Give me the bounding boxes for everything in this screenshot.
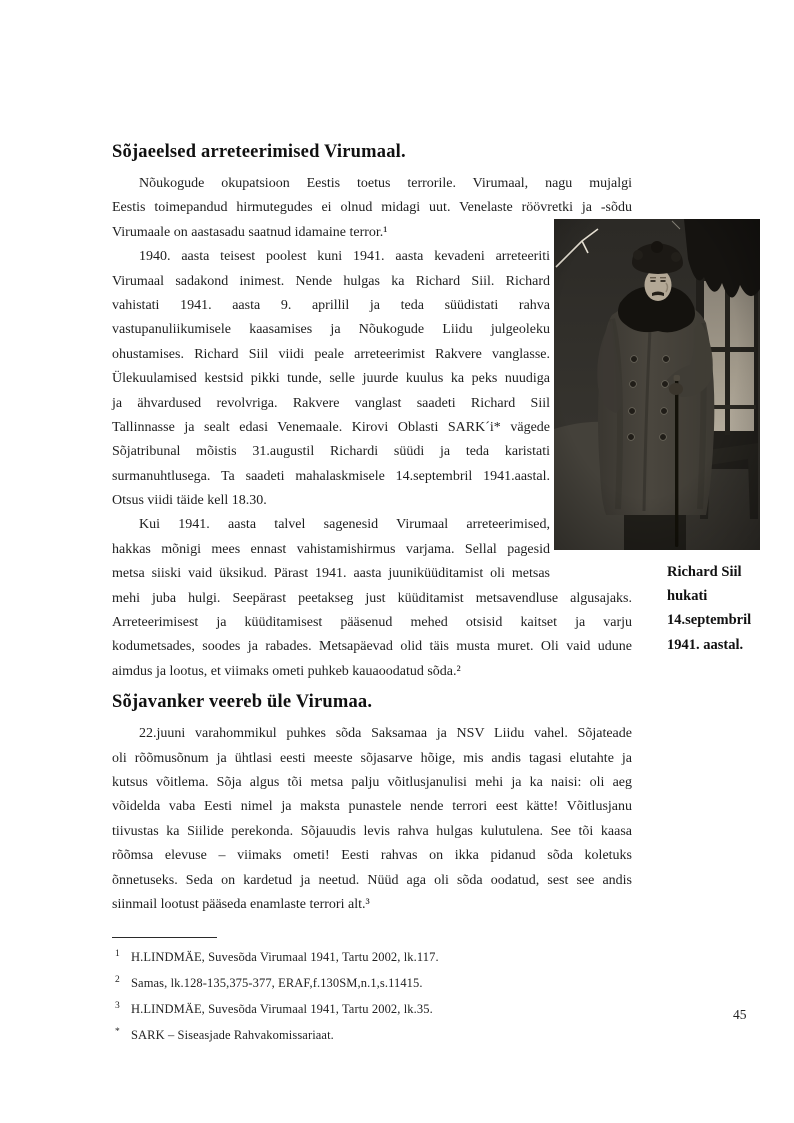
footnote-text: H.LINDMÄE, Suvesõda Virumaal 1941, Tartu 2002, lk.35. [131,1002,433,1017]
footnote-marker: 2 [115,975,120,986]
text-line: Virumaal sadakond inimest. Nende hulgas ka Richard Siil. Richard [112,273,550,289]
caption-line: hukati [667,588,708,605]
caption-line: 14.septembril [667,612,752,629]
portrait-photo-illustration [554,219,760,550]
text-line: hakkas mõnigi mees ennast vahistamishirmus varjama. Sellal pagesid [112,541,550,557]
paragraph [112,722,632,917]
text-line: Virumaale on aastasadu saatnud idamaine terror.¹ [112,224,388,240]
footnote-marker: * [115,1027,120,1038]
photo-richard-siil [554,219,760,550]
footnote-marker: 1 [115,949,120,960]
text-line: Otsus viidi täide kell 18.30. [112,493,267,509]
footnote-text: H.LINDMÄE, Suvesõda Virumaal 1941, Tartu 2002, lk.117. [131,950,439,965]
text-line: kodumetsades, soodes ja rabades. Metsapäevad olid täis musta muret. Oli vaid udune [112,639,632,655]
text-line: vastupanuliikumisele kaasamises ja Nõukogude Liidu julgeoleku [112,322,550,338]
text-line: aimdus ja lootus, et viimaks ometi puhkeb kauaoodatud sõda.² [112,663,461,679]
footnote [112,969,632,995]
text-line: Kui 1941. aasta talvel sagenesid Virumaal arreteerimised, [139,517,550,533]
footnote [112,995,632,1021]
text-line: tiivustas ka Siilide perekonda. Sõjauudis levis rahva hulgas kulutulena. See tõi kaasa [112,823,632,839]
text-line: Tallinnasse ja sealt edasi Venemaale. Kirovi Oblasti SARK´i* vägede [112,419,550,435]
text-line: Sõjatribunal mõistis 31.augustil Richardi süüdi ja teda karistati [112,444,550,460]
text-line: õnnetuseks. Seda on kardetud ja neetud. Nüüd aga oli sõda oodatud, sest see andis [112,872,632,888]
text-line: Nõukogude okupatsioon Eestis toetus terrorile. Virumaal, nagu mujalgi [139,176,632,191]
text-line: surmanuhtlusega. Ta saadeti mahalaskmisele 14.septembril 1941.aastal. [112,468,550,484]
text-line: 1940. aasta teisest poolest kuni 1941. aasta kevadeni arreteeriti [139,249,550,265]
footnote-marker: 3 [115,1001,120,1012]
text-line: metsa siiski vaid üksikud. Pärast 1941. aasta juuniküüditamist oli metsas [112,566,550,582]
footnote-text: SARK – Siseasjade Rahvakomissariaat. [131,1028,334,1043]
photo-caption [667,560,794,657]
footnote-text: Samas, lk.128-135,375-377, ERAF,f.130SM,n.1,s.11415. [131,976,423,991]
caption-line: 1941. aastal. [667,636,744,653]
text-line: Eestis toimepandud hirmutegudes ei olnud midagi uut. Venelaste röövretki ja -sõdu [112,200,632,216]
text-line: rõõmsa elevuse – viimaks ometi! Eesti rahvas on ikka pidanud sõda koletuks [112,848,632,864]
footnote [112,1021,632,1047]
text-line: võidelda vaba Eesti nimel ja maksta punastele nende terrori eest kätte! Võitlusjanu [112,799,632,815]
text-line: oli rõõmusõnum ja ühtlasi eesti meeste sõjasarve hõige, mis andis tagasi elutahte ja [112,750,632,766]
page-number: 45 [733,1007,747,1022]
text-line: ohustamises. Richard Siil viidi peale arreteerimist Rakvere vanglasse. [112,346,550,362]
text-line: vahistati 1941. aasta 9. aprillil ja teda süüdistati rahva [112,297,550,313]
text-line: ja ähvardused revolvriga. Rakvere vanglast saadeti Richard Siil [112,395,550,411]
caption-line: Richard Siil [667,564,742,580]
section-heading: Sõjaeelsed arreteerimised Virumaal. [112,142,406,162]
section-heading: Sõjavanker veereb üle Virumaa. [112,692,373,713]
footnote-separator [112,937,217,938]
text-line: mehi juba hulgi. Seepärast peetakseg just küüditamist metsavendluse algusajaks. [112,590,632,606]
text-line: siinmail lootust pääseda enamlaste terrori alt.³ [112,896,370,912]
footnote [112,943,632,969]
text-line: 22.juuni varahommikul puhkes sõda Saksamaa ja NSV Liidu vahel. Sõjateade [139,726,632,742]
text-line: kutsus võitlema. Sõja algus tõi metsa palju võitlusjanulisi mehi ja ka naisi: oli aeg [112,774,632,790]
text-line: Arreteerimisest ja küüditamisest pääsenud mehed otsisid kaitset ja varju [112,615,632,631]
text-line: Ülekuulamised kestsid pikki tunde, selle juurde kuulus ka peks nuudiga [112,371,550,387]
